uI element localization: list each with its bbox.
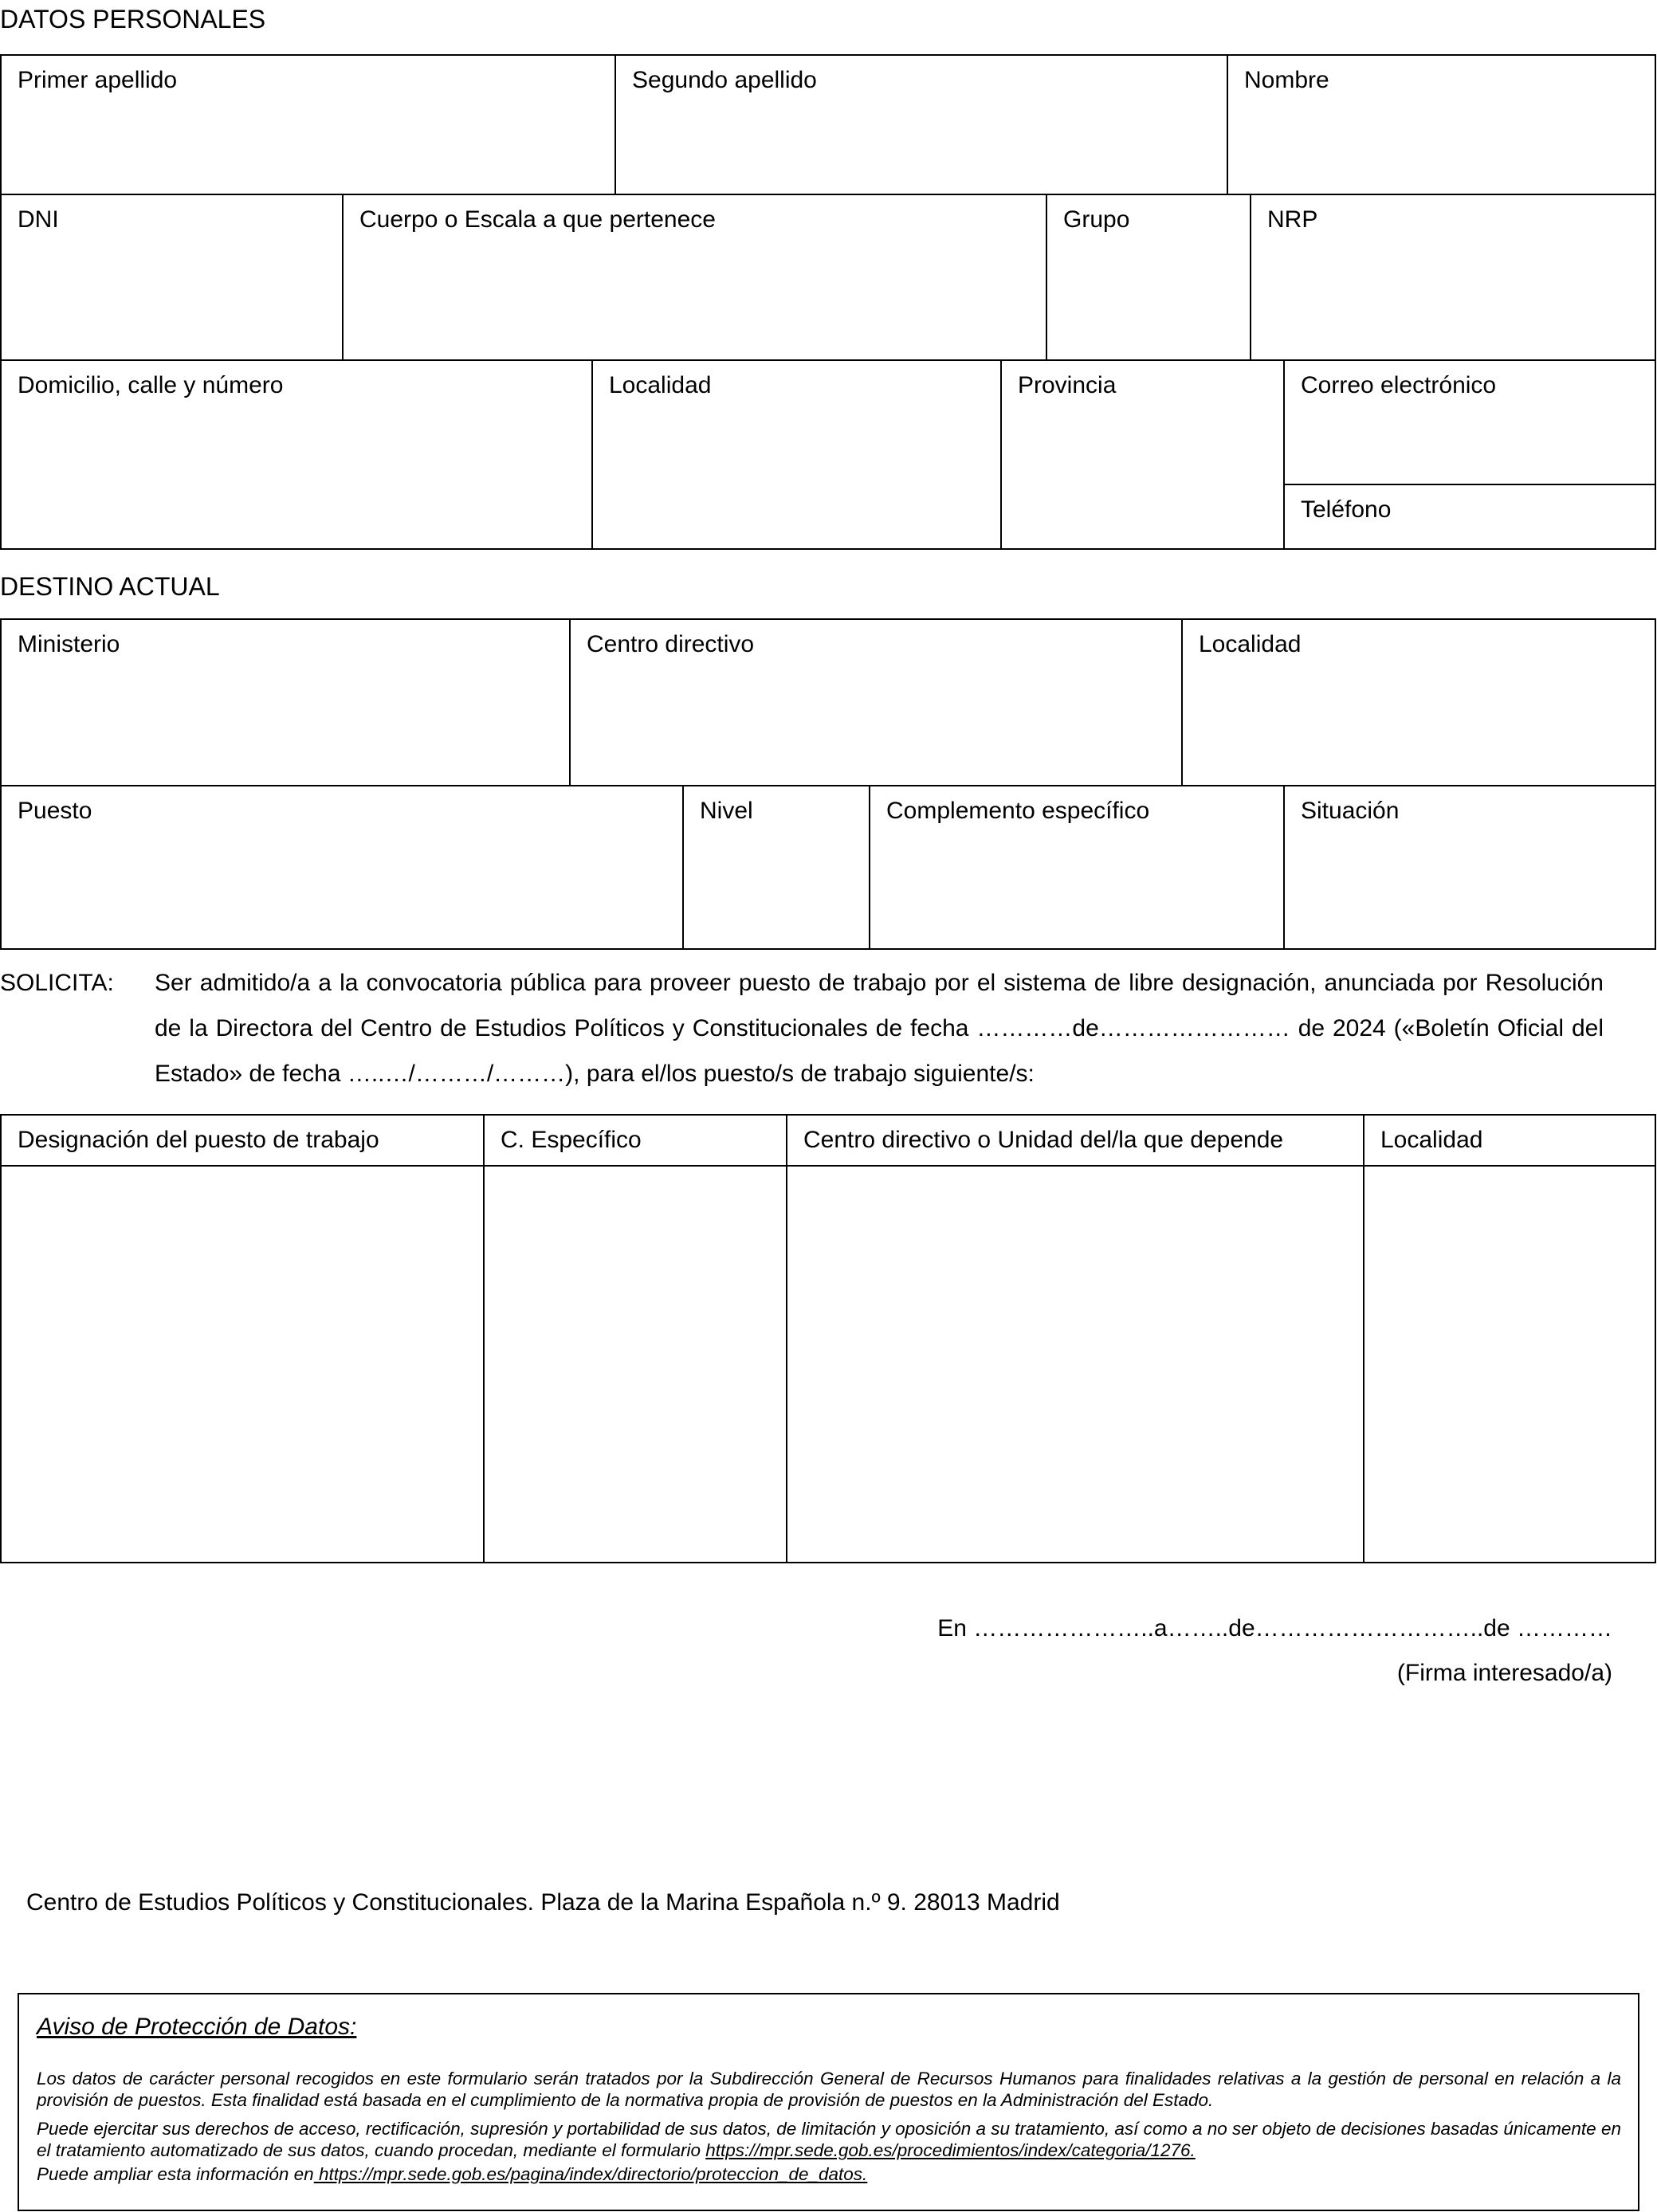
nivel-label: Nivel — [700, 798, 753, 824]
cuerpo-escala-cell[interactable] — [342, 194, 1046, 359]
place-date-line: En …………………..a……..de………………………..de ………… — [937, 1615, 1612, 1641]
proteccion-datos-link[interactable]: https://mpr.sede.gob.es/pagina/index/directorio/proteccion_de_datos. — [313, 2164, 868, 2184]
localidad-label: Localidad — [609, 372, 712, 398]
notice-paragraph-2 — [37, 2118, 1621, 2161]
dni-label: DNI — [18, 206, 59, 233]
primer-apellido-label: Primer apellido — [18, 67, 178, 93]
solicita-text: Ser admitido/a a la convocatoria pública para proveer puesto de trabajo por el sistema de libre designación, anunciada por Resolución de la Directora del Centro de Estudios Políticos y Constitucionales de fecha …………de…………………… de 2024 («Boletín Oficial del Estado» de fecha …..…/………/………), para el/los puesto/s de trabajo siguiente/s: — [155, 970, 1604, 1087]
domicilio-label: Domicilio, calle y número — [18, 372, 284, 398]
notice-paragraph-2-text: Puede ejercitar sus derechos de acceso, rectificación, supresión y portabilidad de sus datos, de limitación y oposición a su tratamiento, así como a no ser objeto de decisiones basadas únicamente en el tratamiento automatizado de sus datos, cuando procedan, mediante el formulario — [37, 2119, 1621, 2160]
datos-personales-form — [0, 54, 1656, 550]
nrp-label: NRP — [1267, 206, 1318, 233]
puestos-table — [0, 1114, 1656, 1563]
notice-paragraph-3 — [37, 2163, 1621, 2185]
notice-paragraph-1: Los datos de carácter personal recogidos en este formulario serán tratados por la Subdirección General de Recursos Humanos para finalidades relativas a la gestión de personal en relación a la provisión de puestos. Esta finalidad está basada en el cumplimiento de la normativa propia de provisión de puestos en la Administración del Estado. — [37, 2069, 1621, 2110]
destino-localidad-cell[interactable] — [1181, 620, 1656, 785]
solicita-label: SOLICITA: — [0, 970, 114, 996]
header-centro-directivo: Centro directivo o Unidad del/la que depende — [803, 1127, 1284, 1153]
complemento-label: Complemento específico — [886, 798, 1150, 824]
nombre-cell[interactable] — [1227, 56, 1656, 194]
segundo-apellido-label: Segundo apellido — [632, 67, 817, 93]
correo-label: Correo electrónico — [1301, 372, 1497, 398]
provincia-cell[interactable] — [1000, 359, 1283, 550]
dni-cell[interactable] — [2, 194, 342, 359]
centro-directivo-input-cell[interactable] — [786, 1165, 1363, 1563]
situacion-label: Situación — [1301, 798, 1400, 824]
table-header — [483, 1116, 786, 1165]
situacion-cell[interactable] — [1283, 785, 1656, 950]
c-especifico-input-cell[interactable] — [483, 1165, 786, 1563]
grupo-cell[interactable] — [1046, 194, 1250, 359]
domicilio-cell[interactable] — [2, 359, 591, 550]
footer-address: Centro de Estudios Políticos y Constitucionales. Plaza de la Marina Española n.º 9. 28013 Madrid — [26, 1889, 1060, 1916]
localidad-cell[interactable] — [591, 359, 1000, 550]
nivel-cell[interactable] — [682, 785, 869, 950]
header-c-especifico: C. Específico — [501, 1127, 642, 1153]
cuerpo-escala-label: Cuerpo o Escala a que pertenece — [359, 206, 716, 233]
section-title-destino-actual: DESTINO ACTUAL — [0, 572, 220, 601]
nrp-cell[interactable] — [1250, 194, 1656, 359]
provincia-label: Provincia — [1018, 372, 1117, 398]
puesto-label: Puesto — [18, 798, 92, 824]
telefono-label: Teléfono — [1301, 496, 1392, 523]
nombre-label: Nombre — [1244, 67, 1329, 93]
notice-paragraph-3-text: Puede ampliar esta información en — [37, 2164, 314, 2184]
firma-label: (Firma interesado/a) — [1396, 1660, 1612, 1686]
designacion-input-cell[interactable] — [2, 1165, 483, 1563]
segundo-apellido-cell[interactable] — [615, 56, 1227, 194]
complemento-cell[interactable] — [869, 785, 1283, 950]
table-header — [1363, 1116, 1656, 1165]
notice-title: Aviso de Protección de Datos: — [37, 2014, 357, 2040]
localidad-input-cell[interactable] — [1363, 1165, 1656, 1563]
grupo-label: Grupo — [1063, 206, 1130, 233]
header-designacion: Designación del puesto de trabajo — [18, 1127, 379, 1153]
table-header — [2, 1116, 483, 1165]
destino-localidad-label: Localidad — [1199, 631, 1302, 657]
table-header — [786, 1116, 1363, 1165]
ministerio-label: Ministerio — [18, 631, 120, 657]
correo-cell[interactable] — [1283, 359, 1656, 484]
section-title-datos-personales: DATOS PERSONALES — [0, 5, 266, 33]
procedimientos-link[interactable]: https://mpr.sede.gob.es/procedimientos/index/categoria/1276. — [705, 2140, 1196, 2160]
centro-directivo-cell[interactable] — [569, 620, 1181, 785]
header-localidad: Localidad — [1380, 1127, 1483, 1153]
primer-apellido-cell[interactable] — [2, 56, 615, 194]
puesto-cell[interactable] — [2, 785, 682, 950]
destino-actual-form — [0, 618, 1656, 950]
ministerio-cell[interactable] — [2, 620, 569, 785]
centro-directivo-label: Centro directivo — [587, 631, 755, 657]
telefono-cell[interactable] — [1283, 484, 1656, 550]
data-protection-notice — [18, 1993, 1639, 2211]
